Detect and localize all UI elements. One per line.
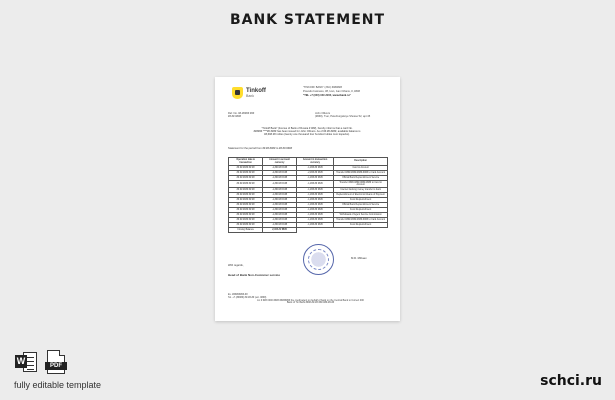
statement-body — [237, 128, 377, 137]
table-cell: ##.##.#### ##:## — [229, 193, 263, 198]
table-cell: ##.##.#### ##:## — [229, 208, 263, 213]
table-cell: -1,###.## RUB — [263, 208, 297, 213]
table-cell: Transfer ####-####-####-#### to Card Account — [334, 171, 388, 176]
table-cell: ##.##.#### ##:## — [229, 223, 263, 228]
table-cell: ##.##.#### ##:## — [229, 213, 263, 218]
pdf-badge: PDF — [45, 362, 67, 370]
total-value: 2,###.## RUB — [263, 228, 297, 233]
recipient-address: (####), Tver, Peterburgskoye Shosse 52, apt 45 — [315, 114, 371, 118]
table-cell: -1,###.## RUB — [296, 176, 333, 181]
bank-info-line: Prevedo business, 38, Ivan, Ivan Orbans, #, #### — [303, 90, 360, 94]
reference-block — [228, 113, 254, 119]
body-line: ###### ****## #### has been issued for John Ollivers. As of ##.##.####, available balance is — [253, 129, 361, 133]
table-cell: -1,###.## RUB — [296, 218, 333, 223]
footer-line: Bank of Tin Bank ####-##-## ###-###-##-## — [286, 301, 335, 305]
word-badge: W — [16, 356, 26, 366]
table-cell: ##.##.#### ##:## — [229, 218, 263, 223]
table-cell: Withdrawal of Agent Service Commission — [334, 213, 388, 218]
body-line: "Tinkoff Bank" (license of Bank of Russia # ###), hereby informs that a card No. — [261, 127, 353, 130]
table-cell: -1,###.## RUB — [296, 198, 333, 203]
pdf-file-icon — [45, 350, 67, 374]
footer-line: Tel. +7 (#####) ##-##-## (ext. ####) — [228, 295, 267, 299]
table-cell: -1,###.## RUB — [263, 166, 297, 171]
logo-sub: Bank — [246, 94, 254, 99]
table-row — [229, 181, 388, 188]
bank-info-phone: "TEL +7 (###) ###-####, www.tbank.ru" — [303, 94, 351, 98]
table-cell: -1,###.## RUB — [263, 198, 297, 203]
transactions-table — [228, 157, 388, 233]
document-footer — [228, 294, 393, 305]
table-cell: Official Bank Replenishment Service — [334, 203, 388, 208]
table-cell: Transfer ####-####-####-#### to Card to Account — [334, 181, 388, 188]
bank-logo — [232, 87, 266, 99]
body-line: ##,###.## rubles (twenty one thousand four hundred rubles zero kopecks). — [264, 132, 350, 136]
table-cell: -1,###.## RUB — [263, 213, 297, 218]
total-label: Closing Balance — [229, 228, 263, 233]
table-cell: Official Bank Replenishment Service — [334, 176, 388, 181]
footer-line: Lic # ### 0000 #### ######## the credit agent on behalf of bank on the Central Bank to Correct 000 — [257, 298, 364, 302]
transactions-body — [229, 166, 388, 233]
table-cell: Food Replenishment — [334, 198, 388, 203]
table-cell: ##.##.#### ##:## — [229, 176, 263, 181]
table-cell: ##.##.#### ##:## — [229, 171, 263, 176]
head-label: Head of Bank Non-Customer service — [228, 273, 281, 277]
table-cell: Replenishment of Electronic Means of Payment — [334, 193, 388, 198]
statement-period: Statement for the period from ##.##.#### to ##.##.#### — [228, 147, 293, 150]
table-cell: -1,###.## RUB — [296, 188, 333, 193]
template-caption: fully editable template — [14, 380, 102, 390]
table-cell: ##.##.#### ##:## — [229, 166, 263, 171]
shield-logo-icon — [232, 87, 243, 99]
word-file-icon — [15, 350, 37, 374]
table-cell: -1,###.## RUB — [263, 193, 297, 198]
table-cell: -1,###.## RUB — [296, 166, 333, 171]
table-cell: -1,###.## RUB — [263, 218, 297, 223]
table-header-row — [229, 158, 388, 166]
table-cell: -1,###.## RUB — [263, 181, 297, 188]
table-cell: -1,###.## RUB — [296, 193, 333, 198]
table-cell: -1,###.## RUB — [296, 213, 333, 218]
table-cell: -2,###.## RUB — [296, 171, 333, 176]
table-cell: -1,###.## RUB — [296, 181, 333, 188]
bank-info-line: "TINKOFF BANK" (JSC) ####### — [303, 86, 342, 89]
page-title: BANK STATEMENT — [229, 12, 386, 28]
table-cell: -2,###.## RUB — [263, 171, 297, 176]
table-cell — [296, 228, 387, 233]
column-header: Operation date & transaction — [229, 158, 263, 166]
reference-date: ##.##.#### — [228, 114, 241, 118]
table-cell: -1,###.## RUB — [296, 208, 333, 213]
table-cell: ##.##.#### ##:## — [229, 203, 263, 208]
signer-name: M.D. Mihaev — [351, 256, 367, 260]
statement-document — [215, 77, 400, 321]
bank-info — [303, 87, 393, 99]
table-cell: Card to Account — [334, 166, 388, 171]
table-cell: Internet banking money transfer to bank — [334, 188, 388, 193]
reference-number: Ref. No. ##-##### ### — [228, 112, 255, 115]
footer-line: Ex. #########-## — [228, 293, 248, 296]
table-cell: -1,###.## RUB — [263, 203, 297, 208]
table-cell: -1,###.## RUB — [263, 223, 297, 228]
format-icons — [15, 350, 67, 374]
table-cell: -1,###.## RUB — [263, 188, 297, 193]
recipient-block — [315, 113, 395, 119]
table-cell: -1,###.## RUB — [296, 203, 333, 208]
column-header: Description — [334, 158, 388, 166]
site-watermark: schci.ru — [540, 373, 602, 389]
table-cell: Transfer ####-####-####-#### to Card Account — [334, 218, 388, 223]
table-cell: Food Replenishment — [334, 223, 388, 228]
signatures-label: With regards, — [228, 264, 244, 267]
bank-stamp — [303, 244, 334, 275]
column-header: Amount in account currency — [263, 158, 297, 166]
column-header: Amount in transaction currency — [296, 158, 333, 166]
recipient-name: John Ollivers — [315, 112, 330, 115]
table-cell: -1,###.## RUB — [296, 223, 333, 228]
table-cell: ##.##.#### ##:## — [229, 188, 263, 193]
logo-name: Tinkoff — [246, 87, 266, 94]
table-cell: ##.##.#### ##:## — [229, 198, 263, 203]
table-cell: -1,###.## RUB — [263, 176, 297, 181]
table-cell: Food Replenishment — [334, 208, 388, 213]
table-total-row — [229, 228, 388, 233]
table-cell: ##.##.#### ##:## — [229, 181, 263, 188]
